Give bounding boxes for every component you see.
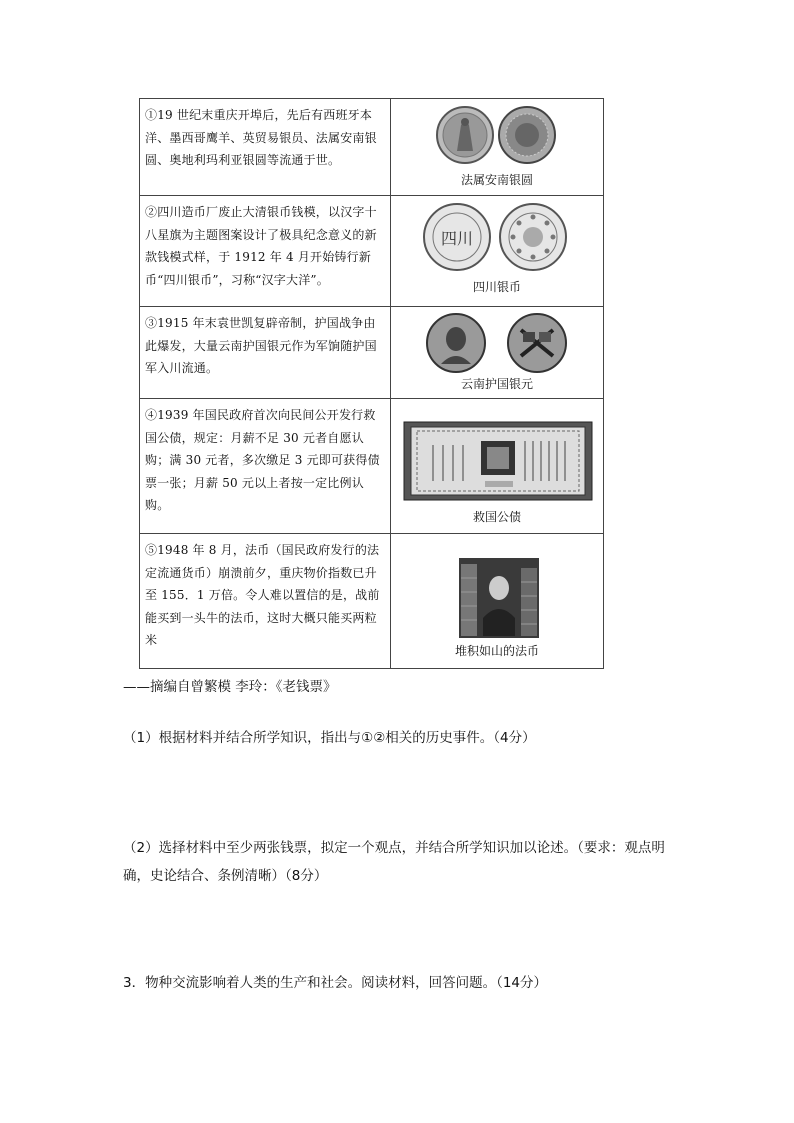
row-5-caption: 堆积如山的法币	[454, 644, 539, 658]
piled-banknotes-image	[459, 558, 539, 638]
sichuan-silver-coin-image	[421, 202, 571, 272]
source-citation: ——摘编自曾繁模 李玲：《老钱票》	[123, 679, 337, 695]
svg-text:四川: 四川	[440, 229, 474, 248]
row-4-caption: 救国公债	[472, 510, 521, 524]
row-2-text: ②四川造币厂废止大清银币钱模，以汉字十八星旗为主题图案设计了极具纪念意义的新款钱模式样，于 1912 年 4 月开始铸行新币“四川银币”，习称“汉字大洋”。	[140, 196, 391, 307]
row-2-image	[391, 196, 604, 307]
row-3-caption: 云南护国银元	[460, 377, 533, 391]
row-4-text: ④1939 年国民政府首次向民间公开发行救国公债，规定：月薪不足 30 元者自愿认购；满 30 元者，多次缴足 3 元即可获得债票一张；月薪 50 元以上者按一定比例认购。	[140, 399, 391, 534]
row-1-caption: 法属安南银圆	[460, 173, 533, 187]
row-3-text: ③1915 年末袁世凯复辟帝制，护国战争由此爆发，大量云南护国银元作为军饷随护国军入川流通。	[140, 307, 391, 399]
row-5-image	[391, 534, 604, 669]
row-3-image	[391, 307, 604, 399]
yunnan-coin-image	[423, 312, 573, 374]
french-indochina-coin-image	[435, 105, 559, 165]
row-1-text: ①19 世纪末重庆开埠后，先后有西班牙本洋、墨西哥鹰羊、英贸易银员、法属安南银圆、奥地利玛利亚银圆等流通于世。	[140, 99, 391, 196]
national-salvation-bond-image	[403, 421, 593, 501]
row-5-text: ⑤1948 年 8 月，法币（国民政府发行的法定流通货币）崩溃前夕，重庆物价指数已升至 155．1 万倍。令人难以置信的是，战前能买到一头牛的法币，这时大概只能买两粒米	[140, 534, 391, 669]
currency-table	[139, 98, 604, 669]
question-3: 3．物种交流影响着人类的生产和社会。阅读材料，回答问题。（14分）	[123, 975, 548, 991]
row-2-caption: 四川银币	[472, 280, 521, 294]
row-4-image	[391, 399, 604, 534]
question-2: （2）选择材料中至少两张钱票，拟定一个观点，并结合所学知识加以论述。（要求：观点明确，史论结合、条例清晰）（8分）	[123, 840, 665, 884]
row-1-image	[391, 99, 604, 196]
question-1: （1）根据材料并结合所学知识，指出与①②相关的历史事件。（4分）	[123, 730, 536, 746]
